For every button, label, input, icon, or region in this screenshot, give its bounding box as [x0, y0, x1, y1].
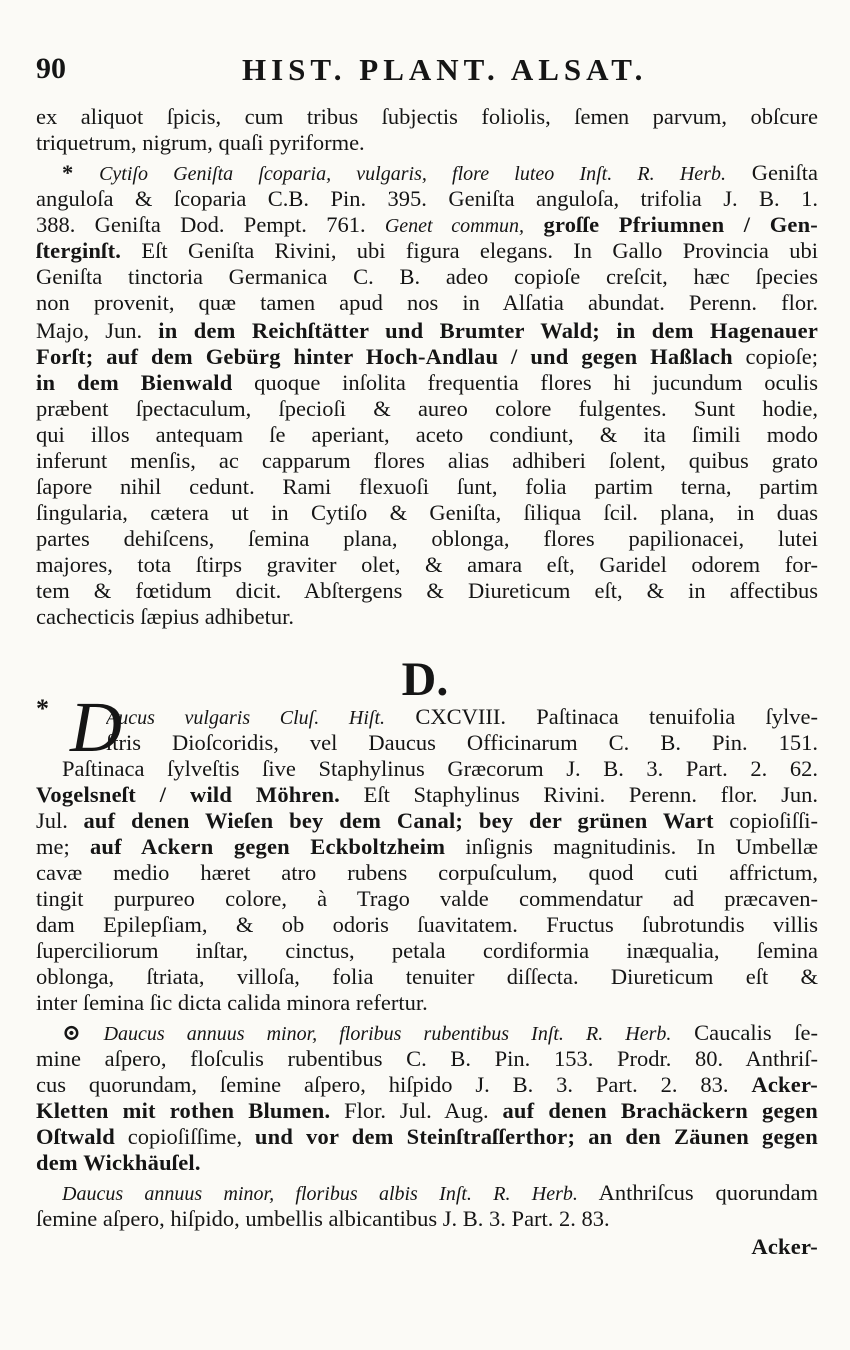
- text-line: [36, 578, 818, 604]
- german-text: in dem Reichſtätter und Brumter Wald; in dem Hagenauer: [158, 318, 818, 343]
- text-line: [36, 344, 818, 370]
- german-text: auf Ackern gegen Eckboltzheim: [89, 834, 446, 859]
- german-text: auf denen Brachäckern gegen: [502, 1098, 818, 1123]
- symbol-mark: *: [62, 160, 100, 185]
- latin-text: me;: [36, 834, 90, 859]
- latin-text: inter ſemina ſic dicta calida minora refertur.: [36, 990, 428, 1015]
- latin-text: inferunt menſis, ac capparum flores alias adhiberi ſolent, quibus grato: [36, 448, 818, 473]
- text-line: [36, 552, 818, 578]
- text-line: [36, 264, 818, 290]
- text-line: [106, 730, 818, 756]
- running-title: HIST. PLANT. ALSAT.: [242, 52, 648, 87]
- latin-text: ſingularia, cætera ut in Cytiſo & Geniſta, ſiliqua ſcil. plana, in duas: [36, 500, 818, 525]
- latin-text: CXCVIII. Paſtinaca tenuifolia ſylve-: [385, 704, 818, 729]
- text-line: [36, 318, 818, 344]
- latin-text: Anthriſcus quorundam: [577, 1180, 818, 1205]
- latin-text: ex aliquot ſpicis, cum tribus ſubjectis foliolis, ſemen parvum, obſcure: [36, 104, 818, 129]
- latin-text: præbent ſpectaculum, ſpecioſi & aureo colore fulgentes. Sunt hodie,: [36, 396, 818, 421]
- latin-text: quoque inſolita frequentia flores hi jucundum oculis: [232, 370, 818, 395]
- text-line: [36, 186, 818, 212]
- latin-text: Eſt Geniſta Rivini, ubi figura elegans. In Gallo Provincia ubi: [121, 238, 818, 263]
- latin-text: qui illos antequam ſe aperiant, aceto condiunt, & ita ſimili modo: [36, 422, 818, 447]
- german-text: ſterginſt.: [36, 238, 122, 263]
- text-line: [36, 860, 818, 886]
- latin-text: dam Epilepſiam, & ob odoris ſuavitatem. Fructus ſubrotundis villis: [36, 912, 818, 937]
- latin-text: ſemine aſpero, hiſpido, umbellis albicantibus J. B. 3. Part. 2. 83.: [36, 1206, 610, 1231]
- symbol-mark: ⊙: [62, 1020, 104, 1045]
- italic-citation: Genet commun,: [384, 215, 525, 237]
- text-line: [36, 448, 818, 474]
- latin-text: partes dehiſcens, ſemina plana, oblonga, flores papilionacei, lutei: [36, 526, 818, 551]
- text-line: [36, 238, 818, 264]
- text-line: [36, 370, 818, 396]
- text-line: [36, 104, 818, 130]
- text-line: [36, 1046, 818, 1072]
- german-text: Vogelsneſt / wild Möhren.: [36, 782, 341, 807]
- latin-text: triquetrum, nigrum, quaſi pyriforme.: [36, 130, 365, 155]
- german-text: dem Wickhäuſel.: [36, 1150, 201, 1175]
- text-line: [36, 604, 818, 630]
- latin-text: 388. Geniſta Dod. Pempt. 761.: [36, 212, 385, 237]
- text-line: [36, 1234, 818, 1260]
- text-line: [36, 782, 818, 808]
- german-text: Acker-: [751, 1234, 818, 1259]
- german-text: Kletten mit rothen Blumen.: [36, 1098, 331, 1123]
- page-header: [36, 52, 814, 92]
- text-line: [36, 130, 818, 156]
- text-line: [36, 290, 818, 316]
- text-line: [36, 1124, 818, 1150]
- text-line: [36, 396, 818, 422]
- latin-text: cachecticis ſæpius adhibetur.: [36, 604, 295, 629]
- text-line: [36, 1150, 818, 1176]
- german-text: Forſt; auf dem Gebürg hinter Hoch-Andlau / und gegen Haßlach: [36, 344, 733, 369]
- text-line: [36, 526, 818, 552]
- latin-text: non provenit, quæ tamen apud nos in Alſatia abundat. Perenn. flor.: [36, 290, 818, 315]
- latin-text: Geniſta: [725, 160, 818, 185]
- text-line: [36, 886, 818, 912]
- text-line: [36, 1206, 818, 1232]
- latin-text: tingit purpureo colore, à Trago valde commendatur ad præcaven-: [36, 886, 818, 911]
- latin-text: anguloſa & ſcoparia C.B. Pin. 395. Geniſta anguloſa, trifolia J. B. 1.: [36, 186, 818, 211]
- latin-text: inſignis magnitudinis. In Umbellæ: [445, 834, 818, 859]
- latin-text: Eſt Staphylinus Rivini. Perenn. flor. Jun.: [340, 782, 818, 807]
- german-text: in dem Bienwald: [36, 370, 233, 395]
- latin-text: tem & fœtidum dicit. Abſtergens & Diureticum eſt, & in affectibus: [36, 578, 818, 603]
- german-text: Oſtwald: [36, 1124, 115, 1149]
- latin-text: Paſtinaca ſylveſtis ſive Staphylinus Græcorum J. B. 3. Part. 2. 62.: [62, 756, 818, 781]
- italic-citation: Daucus annuus minor, floribus rubentibus Inſt. R. Herb.: [103, 1023, 672, 1045]
- text-line: [36, 474, 818, 500]
- latin-text: mine aſpero, floſculis rubentibus C. B. Pin. 153. Prodr. 80. Anthriſ-: [36, 1046, 818, 1071]
- latin-text: ſuperciliorum inſtar, cinctus, petala cordiformia inæqualia, ſemina: [36, 938, 818, 963]
- margin-star: *: [36, 694, 49, 723]
- page-number: 90: [36, 52, 66, 85]
- text-line: [36, 964, 818, 990]
- text-line: [62, 1020, 818, 1046]
- german-text: groſſe Pfriumnen / Gen-: [524, 212, 818, 237]
- german-text: auf denen Wieſen bey dem Canal; bey der grünen Wart: [83, 808, 714, 833]
- latin-text: Caucalis ſe-: [671, 1020, 818, 1045]
- german-text: und vor dem Steinſtraſſerthor; an den Zäunen gegen: [254, 1124, 818, 1149]
- text-line: [62, 160, 818, 186]
- latin-text: Flor. Jul. Aug.: [330, 1098, 503, 1123]
- latin-text: majores, tota ſtirps graviter olet, & amara eſt, Garidel odorem for-: [36, 552, 818, 577]
- text-line: [62, 756, 818, 782]
- italic-citation: Daucus annuus minor, floribus albis Inſt. R. Herb.: [62, 1183, 578, 1205]
- text-line: [36, 990, 818, 1016]
- latin-text: copioſiſſime,: [114, 1124, 255, 1149]
- latin-text: copioſe;: [732, 344, 818, 369]
- text-line: [36, 808, 818, 834]
- text-line: [62, 1180, 818, 1206]
- latin-text: Geniſta tinctoria Germanica C. B. adeo copioſe creſcit, hæc ſpecies: [36, 264, 818, 289]
- latin-text: Jul.: [36, 808, 84, 833]
- italic-citation: Aucus vulgaris Cluſ. Hiſt.: [106, 707, 386, 729]
- text-line: [36, 212, 818, 238]
- text-line: [36, 500, 818, 526]
- text-line: [36, 912, 818, 938]
- latin-text: Majo, Jun.: [36, 318, 159, 343]
- text-line: [36, 1098, 818, 1124]
- drop-cap: D: [70, 687, 122, 767]
- latin-text: cavæ medio hæret atro rubens corpuſculum, quod cuti affrictum,: [36, 860, 818, 885]
- italic-citation: Cytiſo Geniſta ſcoparia, vulgaris, flore luteo Inſt. R. Herb.: [99, 163, 726, 185]
- latin-text: cus quorundam, ſemine aſpero, hiſpido J. B. 3. Part. 2. 83.: [36, 1072, 752, 1097]
- text-line: [36, 834, 818, 860]
- text-line: [36, 1072, 818, 1098]
- text-line: [36, 422, 818, 448]
- latin-text: ſtris Dioſcoridis, vel Daucus Officinarum C. B. Pin. 151.: [106, 730, 818, 755]
- latin-text: oblonga, ſtriata, villoſa, folia tenuiter diſſecta. Diureticum eſt &: [36, 964, 818, 989]
- german-text: Acker-: [751, 1072, 818, 1097]
- latin-text: ſapore nihil cedunt. Rami flexuoſi ſunt, folia partim terna, partim: [36, 474, 818, 499]
- text-line: [36, 938, 818, 964]
- section-letter: D.: [401, 653, 449, 706]
- latin-text: copioſiſſi-: [713, 808, 818, 833]
